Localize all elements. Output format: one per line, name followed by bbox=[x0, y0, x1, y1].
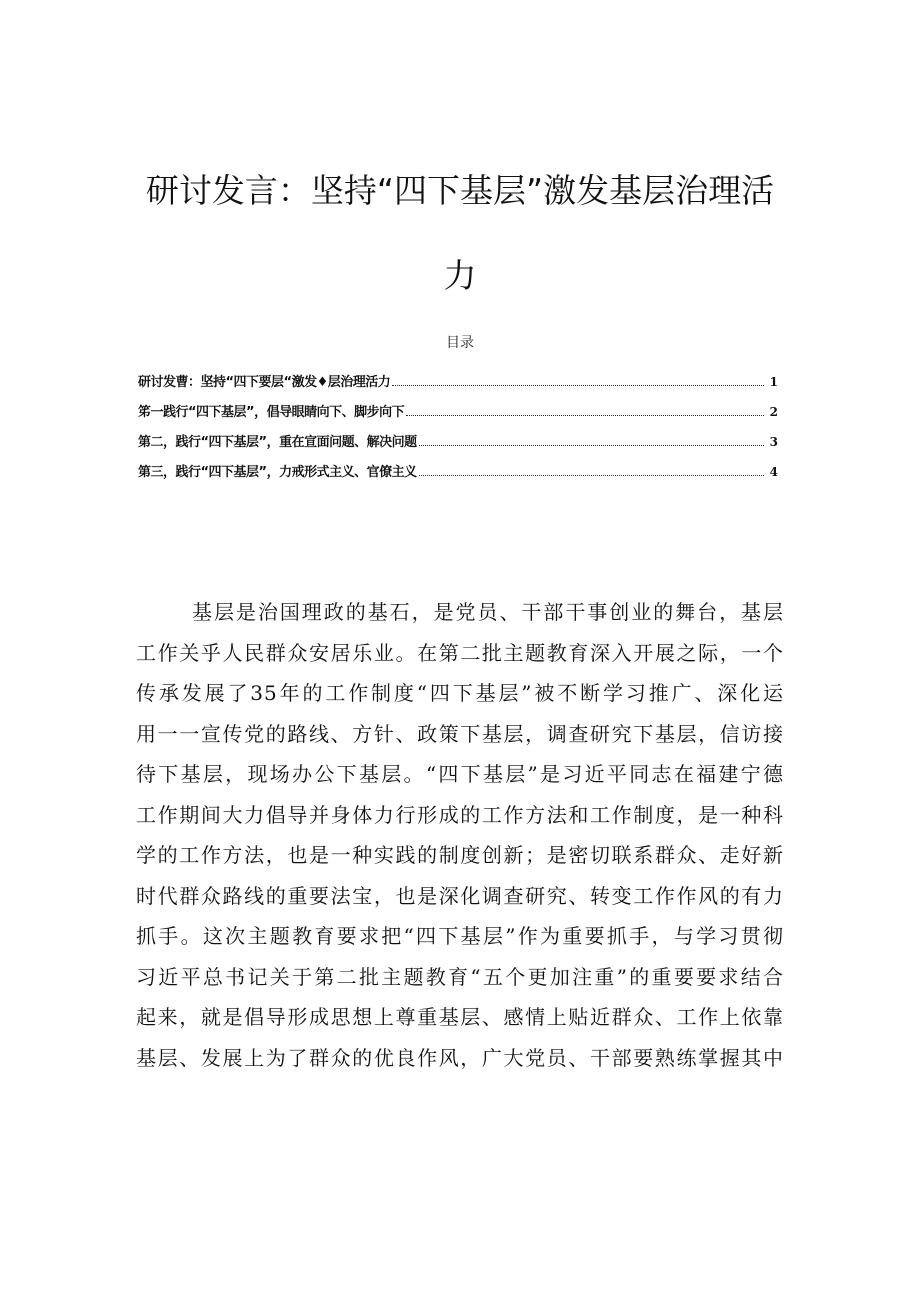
toc-entry-page: 1 bbox=[769, 375, 778, 389]
paragraph-line: 时代群众路线的重要法宝，也是深化调查研究、转变工作作风的有力 bbox=[136, 883, 784, 908]
paragraph-line: 起来，就是倡导形成思想上尊重基层、感情上贴近群众、工作上依靠 bbox=[136, 1005, 784, 1029]
toc-entry[interactable] bbox=[138, 432, 778, 462]
toc-entry[interactable] bbox=[138, 402, 778, 432]
toc-entry-page: 4 bbox=[769, 465, 778, 479]
toc-entry[interactable] bbox=[138, 372, 778, 402]
toc-entry[interactable] bbox=[138, 462, 778, 492]
toc-dot-leader bbox=[406, 415, 764, 416]
toc-entry-label: 第二，践行“四下基层”，重在宣面问题、解决问题 bbox=[138, 435, 417, 450]
table-of-contents bbox=[138, 372, 778, 492]
toc-entry-page: 3 bbox=[769, 435, 778, 449]
paragraph-line: 基层是治国理政的基石，是党员、干部干事创业的舞台，基层 bbox=[192, 600, 784, 624]
paragraph-line: 基层、发展上为了群众的优良作风，广大党员、干部要熟练掌握其中 bbox=[136, 1045, 784, 1070]
paragraph-line: 用一一宣传党的路线、方针、政策下基层，调查研究下基层，信访接 bbox=[136, 721, 784, 746]
toc-entry-label: 研讨发曹：坚持“四下要层“激发♦层治理活力 bbox=[138, 375, 391, 390]
document-title-line-1: 研讨发言：坚持“四下基层”激发基层治理活 bbox=[145, 171, 775, 210]
paragraph-line: 传承发展了35年的工作制度“四下基层”被不断学习推广、深化运 bbox=[136, 681, 784, 705]
paragraph-line: 待下基层，现场办公下基层。“四下基层”是习近平同志在福建宁德 bbox=[136, 762, 784, 786]
toc-dot-leader bbox=[419, 445, 764, 446]
document-title-line-2: 力 bbox=[443, 256, 477, 295]
toc-entry-label: 笫一践行“四下基层”，倡导眼睛向下、脚步向下 bbox=[138, 405, 405, 420]
toc-dot-leader bbox=[392, 385, 764, 386]
toc-dot-leader bbox=[419, 475, 764, 476]
body-paragraph bbox=[136, 592, 784, 1078]
toc-entry-page: 2 bbox=[769, 405, 778, 419]
paragraph-line: 学的工作方法，也是一种实践的制度创新；是密切联系群众、走好新 bbox=[136, 843, 784, 867]
toc-entry-label: 第三，践行“四下基层”，力戒形式主义、官僚主义 bbox=[138, 465, 417, 480]
paragraph-line: 抓手。这次主题教育要求把“四下基层”作为重要抓手，与学习贯彻 bbox=[136, 924, 784, 948]
paragraph-line: 工作关乎人民群众安居乐业。在第二批主题教育深入开展之际，一个 bbox=[136, 640, 784, 665]
paragraph-line: 习近平总书记关于第二批主题教育“五个更加注重”的重要要求结合 bbox=[136, 964, 784, 989]
toc-heading: 目录 bbox=[446, 335, 474, 351]
paragraph-line: 工作期间大力倡导并身体力行形成的工作方法和工作制度，是一种科 bbox=[136, 802, 784, 827]
